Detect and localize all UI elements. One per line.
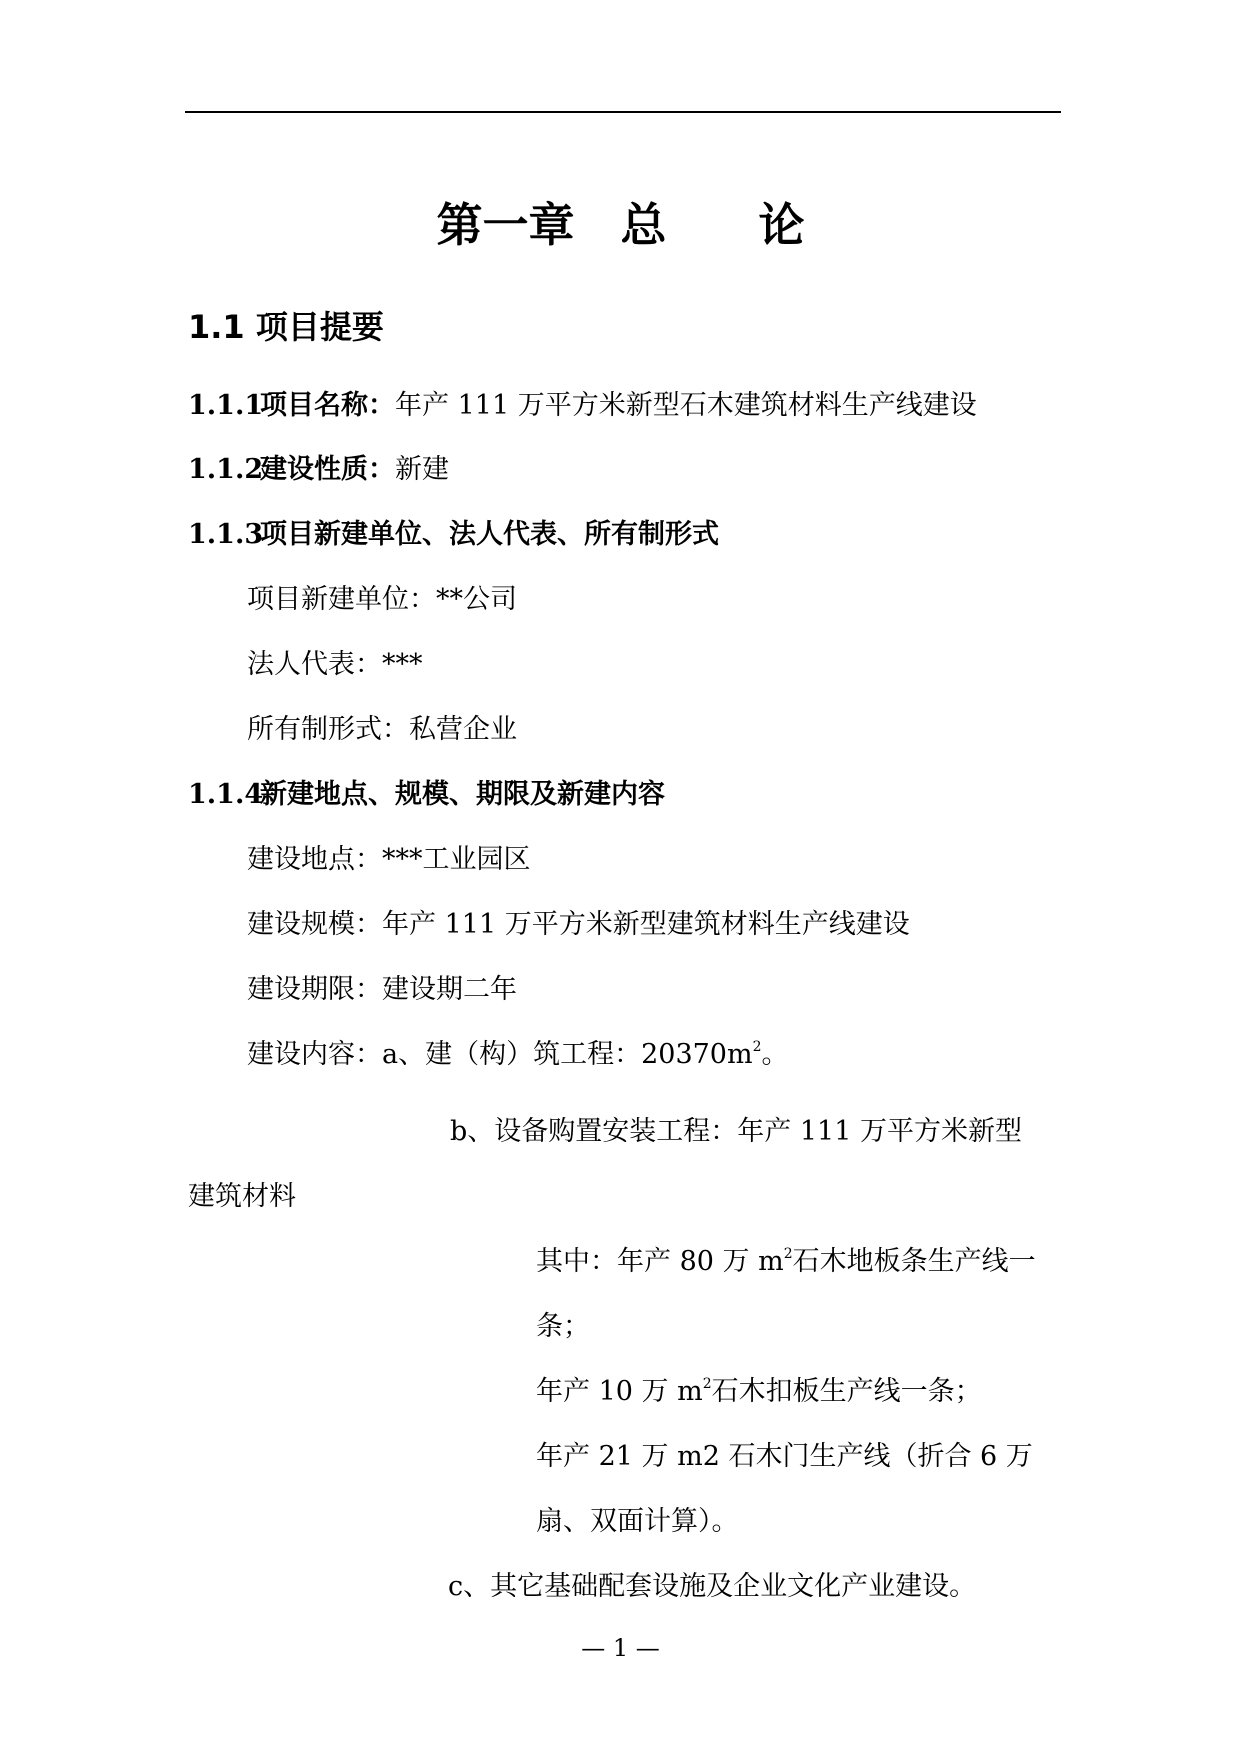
content-a-text: 建设内容：a、建（构）筑工程：20370m: [247, 1039, 753, 1070]
location-line: 建设地点：***工业园区: [247, 844, 531, 875]
chapter-title: [0, 195, 1241, 255]
item-number: 1.1.2: [188, 454, 264, 485]
item-number: 1.1.3: [188, 519, 264, 550]
content-b-line: b、设备购置安装工程：年产 111 万平方米新型: [450, 1116, 1022, 1147]
item-label: 项目名称：: [260, 390, 395, 421]
item-1-1-1: [188, 386, 977, 426]
item-label: 建设性质：: [260, 454, 395, 485]
header-rule: [185, 111, 1061, 113]
content-a-end: 。: [761, 1039, 789, 1070]
content-c-line: c、其它基础配套设施及企业文化产业建设。: [448, 1571, 977, 1602]
item-label: 项目新建单位、法人代表、所有制形式: [260, 519, 719, 550]
section-title: 1.1 项目提要: [188, 308, 384, 346]
content-a-line: [247, 1035, 789, 1075]
item-value: 年产 111 万平方米新型石木建筑材料生产线建设: [395, 390, 977, 421]
sub-item-1: [536, 1242, 1036, 1282]
sub-item-2: [536, 1372, 982, 1412]
sub-item-1-superscript: 2: [783, 1246, 793, 1262]
sub-item-2-rest: 石木扣板生产线一条；: [711, 1376, 982, 1407]
sub-item-2-superscript: 2: [702, 1376, 712, 1392]
sub-item-1-continuation: 条；: [536, 1311, 590, 1342]
unit-line: 项目新建单位：**公司: [247, 584, 517, 615]
item-1-1-3: [188, 515, 719, 555]
content-a-superscript: 2: [752, 1039, 762, 1055]
scale-line: 建设规模：年产 111 万平方米新型建筑材料生产线建设: [247, 909, 910, 940]
sub-item-3: 年产 21 万 m2 石木门生产线（折合 6 万: [536, 1441, 1033, 1472]
rep-line: 法人代表：***: [247, 649, 423, 680]
ownership-line: 所有制形式：私营企业: [247, 714, 517, 745]
chapter-title-part1: 第一章: [436, 198, 575, 252]
chapter-title-part2: 总: [620, 198, 667, 252]
content-b-continuation: 建筑材料: [188, 1181, 296, 1212]
item-number: 1.1.1: [188, 390, 264, 421]
chapter-title-part3: 论: [758, 198, 805, 252]
period-line: 建设期限：建设期二年: [247, 974, 517, 1005]
page-number: — 1 —: [581, 1634, 660, 1662]
sub-item-2-text: 年产 10 万 m: [536, 1376, 703, 1407]
sub-item-1-rest: 石木地板条生产线一: [792, 1246, 1036, 1277]
item-1-1-4: [188, 775, 665, 815]
item-1-1-2: [188, 450, 449, 490]
sub-item-3-continuation: 扇、双面计算）。: [536, 1506, 739, 1537]
sub-item-1-text: 其中：年产 80 万 m: [536, 1246, 784, 1277]
item-number: 1.1.4: [188, 779, 264, 810]
item-value: 新建: [395, 454, 449, 485]
item-label: 新建地点、规模、期限及新建内容: [260, 779, 665, 810]
